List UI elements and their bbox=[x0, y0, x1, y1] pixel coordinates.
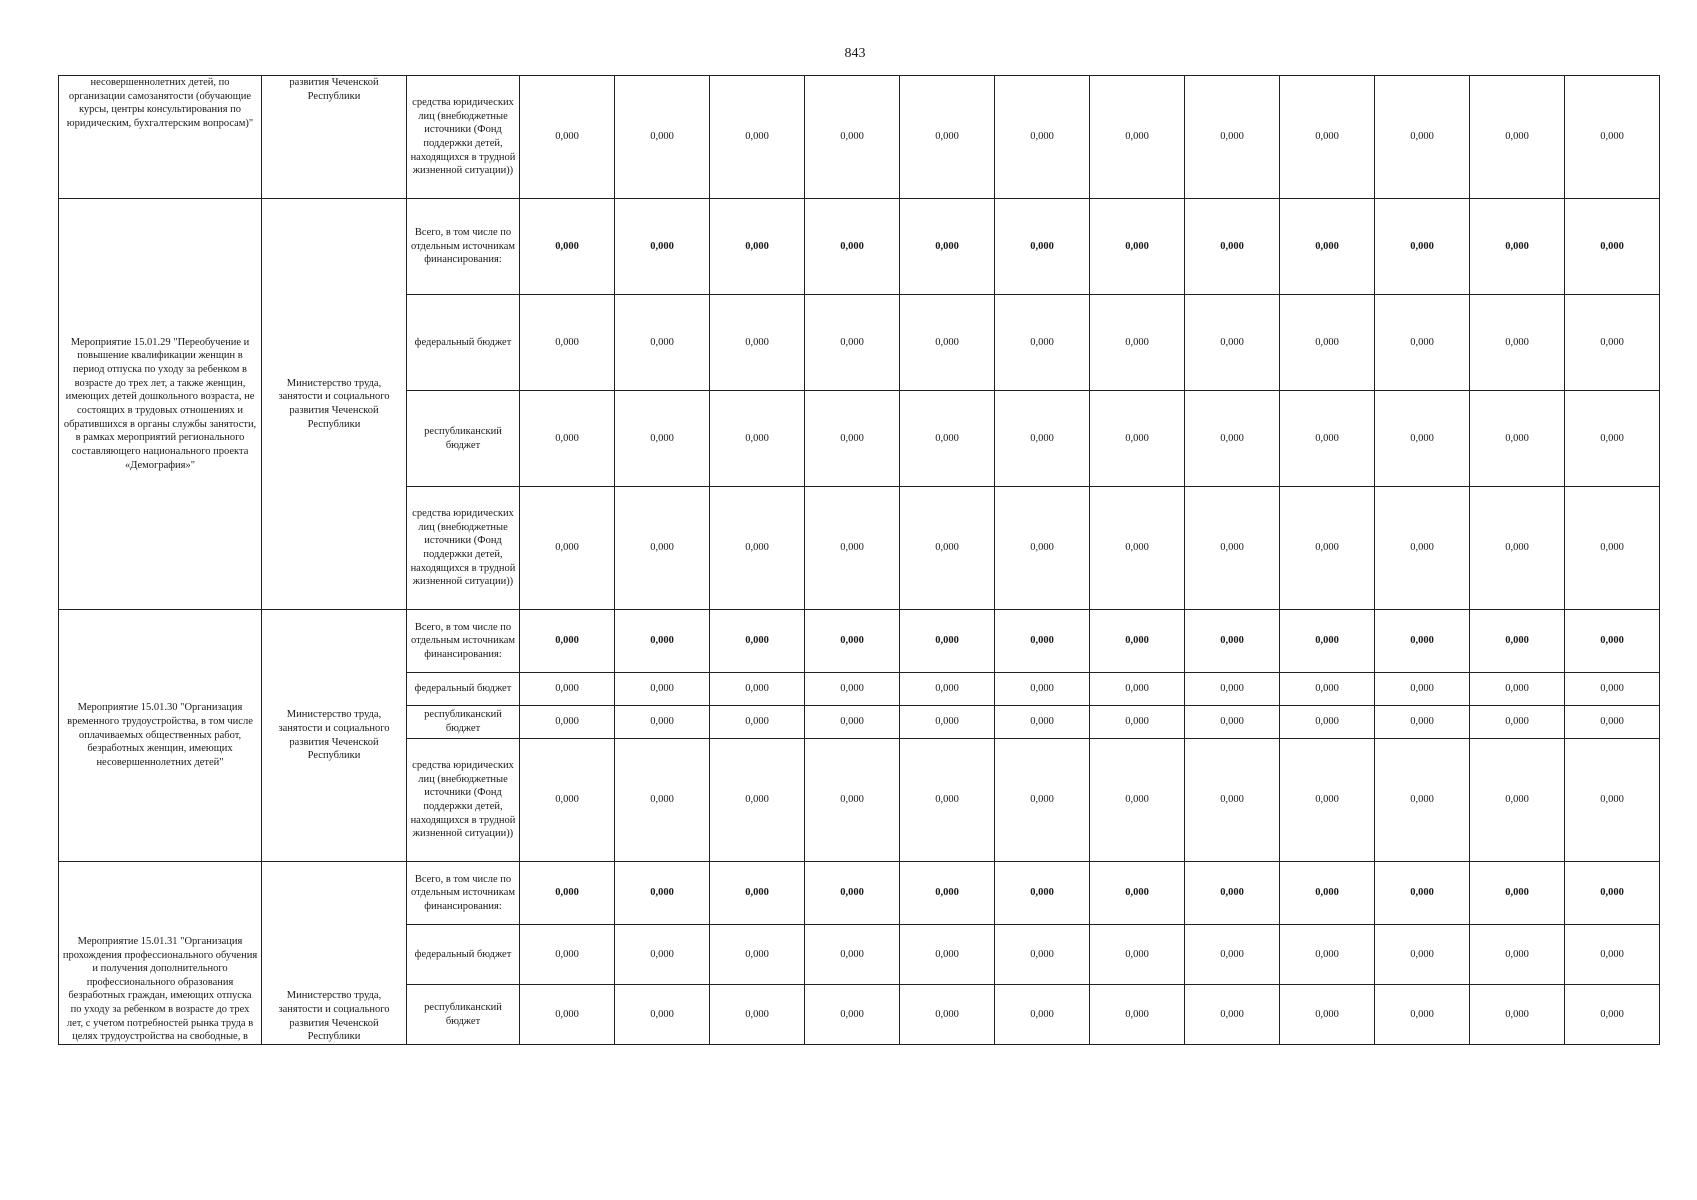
value-cell: 0,000 bbox=[615, 487, 710, 610]
value-cell: 0,000 bbox=[615, 76, 710, 199]
value-cell: 0,000 bbox=[805, 739, 900, 862]
value-cell: 0,000 bbox=[805, 295, 900, 391]
value-cell: 0,000 bbox=[1470, 610, 1565, 673]
table-row bbox=[59, 76, 1660, 199]
funding-source-total: Всего, в том числе по отдельным источникам финансирования: bbox=[407, 199, 520, 295]
funding-source-total: Всего, в том числе по отдельным источникам финансирования: bbox=[407, 610, 520, 673]
value-cell: 0,000 bbox=[1565, 295, 1660, 391]
value-cell: 0,000 bbox=[1565, 76, 1660, 199]
value-cell: 0,000 bbox=[1185, 391, 1280, 487]
value-cell: 0,000 bbox=[1470, 391, 1565, 487]
value-cell: 0,000 bbox=[1375, 862, 1470, 925]
value-cell: 0,000 bbox=[1280, 985, 1375, 1045]
value-cell: 0,000 bbox=[710, 862, 805, 925]
value-cell: 0,000 bbox=[1280, 199, 1375, 295]
value-cell: 0,000 bbox=[1565, 862, 1660, 925]
value-cell: 0,000 bbox=[1185, 673, 1280, 706]
value-cell: 0,000 bbox=[805, 985, 900, 1045]
value-cell: 0,000 bbox=[805, 76, 900, 199]
value-cell: 0,000 bbox=[520, 199, 615, 295]
value-cell: 0,000 bbox=[520, 391, 615, 487]
value-cell: 0,000 bbox=[1470, 673, 1565, 706]
value-cell: 0,000 bbox=[1185, 199, 1280, 295]
value-cell: 0,000 bbox=[710, 391, 805, 487]
value-cell: 0,000 bbox=[1375, 985, 1470, 1045]
table-row bbox=[59, 199, 1660, 295]
value-cell: 0,000 bbox=[520, 673, 615, 706]
value-cell: 0,000 bbox=[1565, 199, 1660, 295]
value-cell: 0,000 bbox=[1470, 739, 1565, 862]
funding-source-legal: средства юридических лиц (внебюджетные источники (Фонд поддержки детей, находящихся в трудной жизненной ситуации)) bbox=[407, 739, 520, 862]
value-cell: 0,000 bbox=[1185, 739, 1280, 862]
value-cell: 0,000 bbox=[900, 610, 995, 673]
value-cell: 0,000 bbox=[520, 739, 615, 862]
value-cell: 0,000 bbox=[710, 295, 805, 391]
value-cell: 0,000 bbox=[1470, 199, 1565, 295]
value-cell: 0,000 bbox=[1375, 673, 1470, 706]
value-cell: 0,000 bbox=[805, 706, 900, 739]
executor-e30: Министерство труда, занятости и социального развития Чеченской Республики bbox=[262, 610, 407, 862]
value-cell: 0,000 bbox=[615, 862, 710, 925]
value-cell: 0,000 bbox=[615, 199, 710, 295]
value-cell: 0,000 bbox=[1280, 76, 1375, 199]
value-cell: 0,000 bbox=[615, 706, 710, 739]
funding-source-federal: федеральный бюджет bbox=[407, 673, 520, 706]
funding-source-republic: республиканский бюджет bbox=[407, 391, 520, 487]
value-cell: 0,000 bbox=[1090, 706, 1185, 739]
value-cell: 0,000 bbox=[1185, 295, 1280, 391]
value-cell: 0,000 bbox=[710, 76, 805, 199]
value-cell: 0,000 bbox=[520, 295, 615, 391]
value-cell: 0,000 bbox=[805, 610, 900, 673]
value-cell: 0,000 bbox=[1470, 862, 1565, 925]
value-cell: 0,000 bbox=[1375, 391, 1470, 487]
value-cell: 0,000 bbox=[1280, 610, 1375, 673]
value-cell: 0,000 bbox=[615, 673, 710, 706]
value-cell: 0,000 bbox=[1185, 487, 1280, 610]
value-cell: 0,000 bbox=[900, 199, 995, 295]
value-cell: 0,000 bbox=[1280, 739, 1375, 862]
value-cell: 0,000 bbox=[615, 610, 710, 673]
value-cell: 0,000 bbox=[710, 487, 805, 610]
executor-e31: Министерство труда, занятости и социального развития Чеченской Республики bbox=[262, 862, 407, 1045]
value-cell: 0,000 bbox=[1565, 925, 1660, 985]
event-description-e30: Мероприятие 15.01.30 "Организация временного трудоустройства, в том числе оплачиваемых общественных работ, безработных женщин, имеющих несовершеннолетних детей" bbox=[59, 610, 262, 862]
value-cell: 0,000 bbox=[1565, 985, 1660, 1045]
value-cell: 0,000 bbox=[1280, 295, 1375, 391]
value-cell: 0,000 bbox=[1280, 673, 1375, 706]
funding-source-legal: средства юридических лиц (внебюджетные источники (Фонд поддержки детей, находящихся в трудной жизненной ситуации)) bbox=[407, 76, 520, 199]
value-cell: 0,000 bbox=[1375, 610, 1470, 673]
value-cell: 0,000 bbox=[710, 706, 805, 739]
page-number: 843 bbox=[844, 46, 866, 61]
value-cell: 0,000 bbox=[1565, 739, 1660, 862]
value-cell: 0,000 bbox=[1185, 706, 1280, 739]
value-cell: 0,000 bbox=[520, 985, 615, 1045]
value-cell: 0,000 bbox=[1090, 610, 1185, 673]
value-cell: 0,000 bbox=[615, 295, 710, 391]
value-cell: 0,000 bbox=[1280, 862, 1375, 925]
value-cell: 0,000 bbox=[1375, 295, 1470, 391]
value-cell: 0,000 bbox=[520, 925, 615, 985]
value-cell: 0,000 bbox=[520, 862, 615, 925]
value-cell: 0,000 bbox=[1470, 295, 1565, 391]
funding-source-republic: республиканский бюджет bbox=[407, 985, 520, 1045]
event-description-e29: Мероприятие 15.01.29 "Переобучение и повышение квалификации женщин в период отпуска по уходу за ребенком в возрасте до трех лет, а также женщин, имеющих детей дошкольного возраста, не состоящих в трудовых отношениях и обратившихся в органы службы занятости, в рамках мероприятий регионального составляющего национального проекта «Демография»" bbox=[59, 199, 262, 610]
value-cell: 0,000 bbox=[710, 199, 805, 295]
value-cell: 0,000 bbox=[995, 739, 1090, 862]
value-cell: 0,000 bbox=[995, 391, 1090, 487]
value-cell: 0,000 bbox=[805, 487, 900, 610]
value-cell: 0,000 bbox=[995, 706, 1090, 739]
value-cell: 0,000 bbox=[1090, 487, 1185, 610]
value-cell: 0,000 bbox=[1185, 76, 1280, 199]
budget-table-wrapper bbox=[58, 75, 1660, 1045]
value-cell: 0,000 bbox=[1375, 925, 1470, 985]
value-cell: 0,000 bbox=[520, 706, 615, 739]
value-cell: 0,000 bbox=[805, 199, 900, 295]
value-cell: 0,000 bbox=[710, 739, 805, 862]
value-cell: 0,000 bbox=[1470, 925, 1565, 985]
value-cell: 0,000 bbox=[615, 739, 710, 862]
value-cell: 0,000 bbox=[900, 673, 995, 706]
event-description-prev: несовершеннолетних детей, по организации самозанятости (обучающие курсы, центры консультирования по юридическим, бухгалтерским вопросам)" bbox=[59, 76, 262, 199]
funding-source-total: Всего, в том числе по отдельным источникам финансирования: bbox=[407, 862, 520, 925]
funding-source-legal: средства юридических лиц (внебюджетные источники (Фонд поддержки детей, находящихся в трудной жизненной ситуации)) bbox=[407, 487, 520, 610]
value-cell: 0,000 bbox=[1280, 487, 1375, 610]
value-cell: 0,000 bbox=[995, 925, 1090, 985]
value-cell: 0,000 bbox=[900, 862, 995, 925]
value-cell: 0,000 bbox=[995, 487, 1090, 610]
value-cell: 0,000 bbox=[900, 925, 995, 985]
executor-e29: Министерство труда, занятости и социального развития Чеченской Республики bbox=[262, 199, 407, 610]
value-cell: 0,000 bbox=[900, 76, 995, 199]
value-cell: 0,000 bbox=[1090, 391, 1185, 487]
budget-table bbox=[58, 75, 1660, 1045]
value-cell: 0,000 bbox=[1565, 706, 1660, 739]
value-cell: 0,000 bbox=[615, 985, 710, 1045]
value-cell: 0,000 bbox=[520, 487, 615, 610]
value-cell: 0,000 bbox=[900, 295, 995, 391]
value-cell: 0,000 bbox=[1090, 985, 1185, 1045]
value-cell: 0,000 bbox=[1565, 610, 1660, 673]
value-cell: 0,000 bbox=[1375, 739, 1470, 862]
funding-source-federal: федеральный бюджет bbox=[407, 295, 520, 391]
value-cell: 0,000 bbox=[900, 739, 995, 862]
value-cell: 0,000 bbox=[1090, 862, 1185, 925]
value-cell: 0,000 bbox=[1280, 391, 1375, 487]
value-cell: 0,000 bbox=[710, 985, 805, 1045]
value-cell: 0,000 bbox=[805, 925, 900, 985]
value-cell: 0,000 bbox=[995, 76, 1090, 199]
value-cell: 0,000 bbox=[995, 673, 1090, 706]
value-cell: 0,000 bbox=[1470, 487, 1565, 610]
value-cell: 0,000 bbox=[710, 610, 805, 673]
value-cell: 0,000 bbox=[1375, 76, 1470, 199]
value-cell: 0,000 bbox=[995, 862, 1090, 925]
value-cell: 0,000 bbox=[520, 76, 615, 199]
value-cell: 0,000 bbox=[615, 925, 710, 985]
value-cell: 0,000 bbox=[805, 862, 900, 925]
value-cell: 0,000 bbox=[615, 391, 710, 487]
funding-source-federal: федеральный бюджет bbox=[407, 925, 520, 985]
value-cell: 0,000 bbox=[520, 610, 615, 673]
value-cell: 0,000 bbox=[995, 199, 1090, 295]
value-cell: 0,000 bbox=[900, 706, 995, 739]
value-cell: 0,000 bbox=[1090, 925, 1185, 985]
value-cell: 0,000 bbox=[1185, 610, 1280, 673]
value-cell: 0,000 bbox=[1565, 391, 1660, 487]
value-cell: 0,000 bbox=[1090, 199, 1185, 295]
value-cell: 0,000 bbox=[1090, 673, 1185, 706]
value-cell: 0,000 bbox=[1375, 487, 1470, 610]
value-cell: 0,000 bbox=[710, 925, 805, 985]
value-cell: 0,000 bbox=[900, 391, 995, 487]
value-cell: 0,000 bbox=[1090, 76, 1185, 199]
value-cell: 0,000 bbox=[900, 985, 995, 1045]
value-cell: 0,000 bbox=[1470, 706, 1565, 739]
value-cell: 0,000 bbox=[1090, 295, 1185, 391]
value-cell: 0,000 bbox=[1280, 925, 1375, 985]
value-cell: 0,000 bbox=[995, 610, 1090, 673]
value-cell: 0,000 bbox=[710, 673, 805, 706]
value-cell: 0,000 bbox=[1470, 985, 1565, 1045]
event-description-e31: Мероприятие 15.01.31 "Организация прохождения профессионального обучения и получения дополнительного профессионального образования безработных граждан, имеющих отпуска по уходу за ребенком в возрасте до трех лет, с учетом потребностей рынка труда в целях трудоустройства на свободные, в bbox=[59, 862, 262, 1045]
executor-prev: развития Чеченской Республики bbox=[262, 76, 407, 199]
table-row bbox=[59, 862, 1660, 925]
funding-source-republic: республиканский бюджет bbox=[407, 706, 520, 739]
value-cell: 0,000 bbox=[1090, 739, 1185, 862]
table-row bbox=[59, 610, 1660, 673]
value-cell: 0,000 bbox=[805, 391, 900, 487]
value-cell: 0,000 bbox=[1375, 706, 1470, 739]
value-cell: 0,000 bbox=[1280, 706, 1375, 739]
value-cell: 0,000 bbox=[805, 673, 900, 706]
value-cell: 0,000 bbox=[1375, 199, 1470, 295]
value-cell: 0,000 bbox=[1565, 673, 1660, 706]
value-cell: 0,000 bbox=[1185, 985, 1280, 1045]
value-cell: 0,000 bbox=[1185, 862, 1280, 925]
value-cell: 0,000 bbox=[995, 985, 1090, 1045]
value-cell: 0,000 bbox=[1470, 76, 1565, 199]
value-cell: 0,000 bbox=[1565, 487, 1660, 610]
value-cell: 0,000 bbox=[995, 295, 1090, 391]
value-cell: 0,000 bbox=[900, 487, 995, 610]
value-cell: 0,000 bbox=[1185, 925, 1280, 985]
